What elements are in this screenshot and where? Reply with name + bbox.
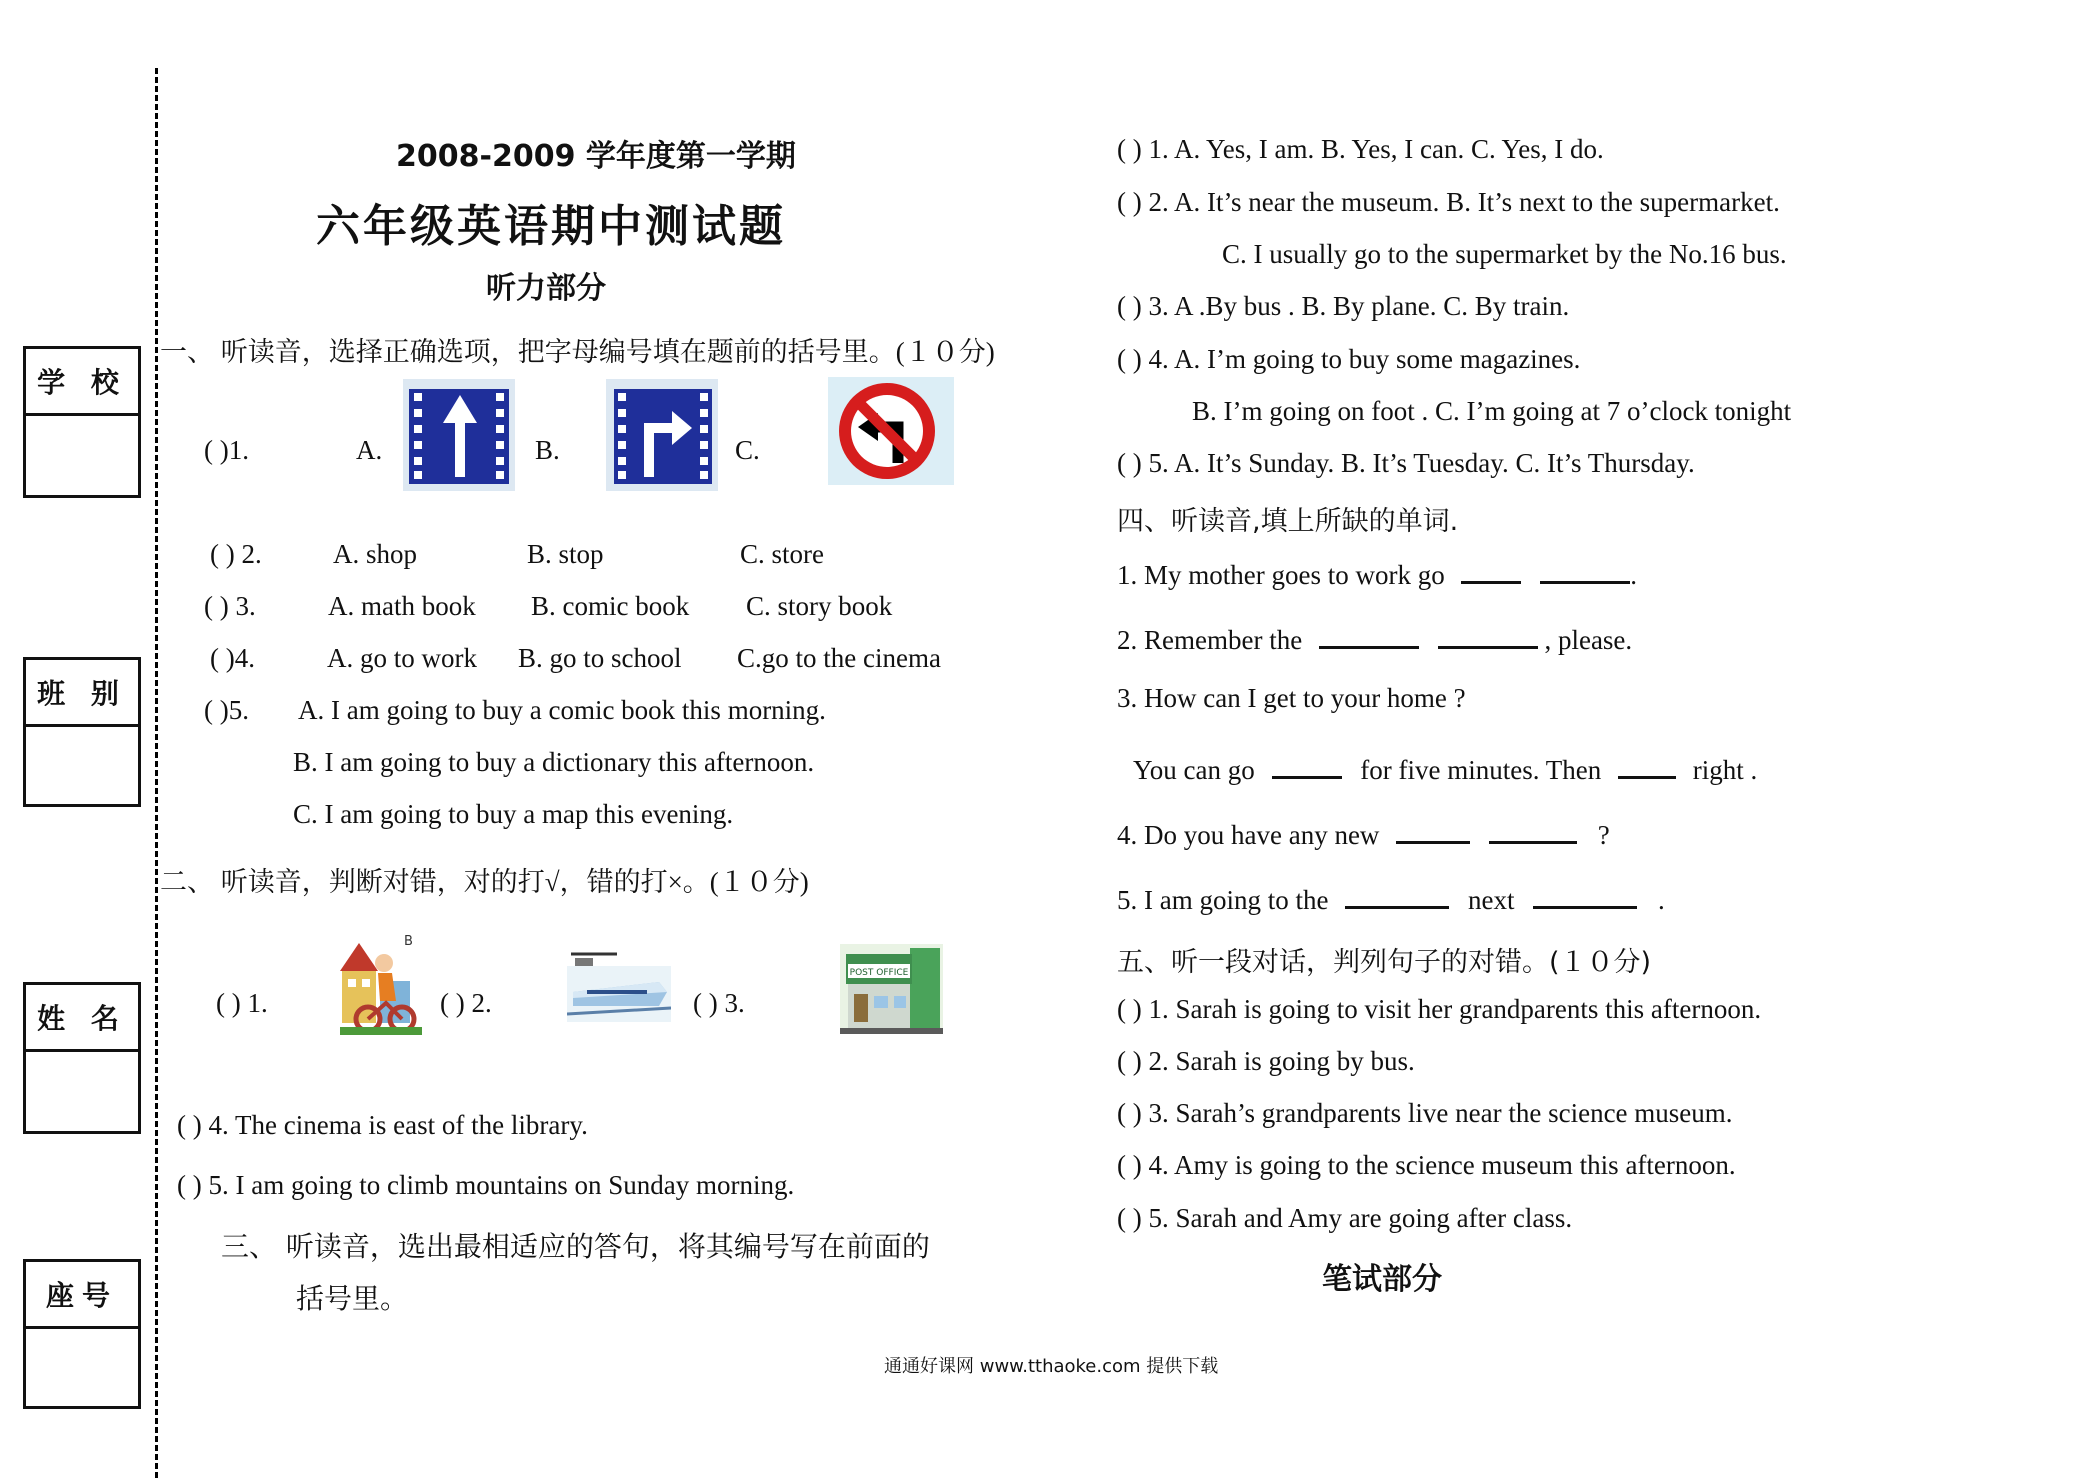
s1-q1-option-c: C. <box>735 435 760 465</box>
s1-q2-option-c: C. store <box>740 539 824 569</box>
s4-item-5-blank-a[interactable] <box>1345 878 1449 909</box>
school-label: 学 校 <box>26 349 138 416</box>
s4-item-3-answer <box>1133 748 1757 786</box>
s4-item-2 <box>1117 618 1632 656</box>
s4-item-3-blank-a[interactable] <box>1272 748 1342 779</box>
seat-label: 座号 <box>26 1262 138 1329</box>
section3-heading-line2: 括号里。 <box>296 1282 409 1315</box>
s3-q5: ( ) 5. A. It’s Sunday. B. It’s Tuesday. C. It’s Thursday. <box>1117 448 1695 478</box>
s4-item-5 <box>1117 878 1665 916</box>
s4-item-3-blank-b[interactable] <box>1618 748 1676 779</box>
s2-pic-item-1: ( ) 1. <box>216 988 268 1018</box>
s4-item-5-end: . <box>1657 885 1665 915</box>
s4-item-3: 3. How can I get to your home ? <box>1117 683 1466 713</box>
class-label: 班 别 <box>26 660 138 727</box>
class-box <box>23 657 141 807</box>
bicycle-boy-icon <box>340 931 422 1035</box>
s4-item-2-blank-a[interactable] <box>1319 618 1419 649</box>
s1-q5-option-c: C. I am going to buy a map this evening. <box>293 799 734 829</box>
turn-right-sign-icon <box>606 379 718 491</box>
s4-item-1-blank-b[interactable] <box>1540 553 1630 584</box>
s2-pic-item-2: ( ) 2. <box>440 988 492 1018</box>
s4-item-4-blank-a[interactable] <box>1396 813 1470 844</box>
section5-heading: 五、听一段对话，判列句子的对错。(１０分) <box>1117 947 1652 978</box>
pic-letter: B <box>404 934 413 949</box>
s3-q4-line1: ( ) 4. A. I’m going to buy some magazines. <box>1117 344 1581 374</box>
s4-item-2-text: 2. Remember the <box>1117 625 1303 655</box>
school-field[interactable] <box>26 416 138 494</box>
s4-item-5-blank-b[interactable] <box>1533 878 1637 909</box>
s4-item-4 <box>1117 813 1610 851</box>
listening-heading: 听力部分 <box>486 271 606 306</box>
s4-item-5-text: 5. I am going to the <box>1117 885 1329 915</box>
school-box <box>23 346 141 498</box>
seat-field[interactable] <box>26 1329 138 1405</box>
s1-q3-number: ( ) 3. <box>204 591 256 621</box>
s5-item-1: ( ) 1. Sarah is going to visit her grandparents this afternoon. <box>1117 994 1762 1024</box>
s4-item-4-end: ? <box>1597 820 1610 850</box>
s4-item-2-blank-b[interactable] <box>1438 618 1538 649</box>
name-label: 姓 名 <box>26 985 138 1052</box>
s1-q5-number: ( )5. <box>204 695 249 725</box>
s1-q5-option-b: B. I am going to buy a dictionary this afternoon. <box>293 747 815 777</box>
s3-q2-line1: ( ) 2. A. It’s near the museum. B. It’s next to the supermarket. <box>1117 187 1780 217</box>
s1-q1-option-a: A. <box>356 435 383 465</box>
seat-box <box>23 1259 141 1409</box>
s1-q4-number: ( )4. <box>210 643 255 673</box>
s3-q1: ( ) 1. A. Yes, I am. B. Yes, I can. C. Yes, I do. <box>1117 134 1604 164</box>
s1-q1-number: ( )1. <box>204 435 249 465</box>
s5-item-2: ( ) 2. Sarah is going by bus. <box>1117 1046 1415 1076</box>
s5-item-3: ( ) 3. Sarah’s grandparents live near the science museum. <box>1117 1098 1733 1128</box>
s4-item-2-end: , please. <box>1544 625 1633 655</box>
s1-q3-option-a: A. math book <box>328 591 476 621</box>
train-icon <box>567 948 671 1022</box>
s4-item-4-text: 4. Do you have any new <box>1117 820 1380 850</box>
s1-q4-option-a: A. go to work <box>327 643 477 673</box>
s1-q4-option-c: C.go to the cinema <box>737 643 941 673</box>
post-office-sign-text: POST OFFICE <box>849 968 909 978</box>
s1-q3-option-c: C. story book <box>746 591 893 621</box>
s2-pic-item-3: ( ) 3. <box>693 988 745 1018</box>
section4-heading: 四、听读音,填上所缺的单词. <box>1117 506 1459 537</box>
s4-item-3b-text3: right . <box>1692 755 1758 785</box>
s4-item-1 <box>1117 553 1637 591</box>
s1-q3-option-b: B. comic book <box>531 591 690 621</box>
s5-item-4: ( ) 4. Amy is going to the science museum this afternoon. <box>1117 1150 1736 1180</box>
s3-q3: ( ) 3. A .By bus . B. By plane. C. By train. <box>1117 291 1570 321</box>
s4-item-3b-text1: You can go <box>1133 755 1255 785</box>
exam-title: 六年级英语期中测试题 <box>316 201 786 252</box>
s1-q2-option-b: B. stop <box>527 539 604 569</box>
s3-q4-line2: B. I’m going on foot . C. I’m going at 7 o’clock tonight <box>1192 396 1792 426</box>
school-year: 2008-2009 学年度第一学期 <box>396 139 796 174</box>
go-straight-sign-icon <box>403 379 515 491</box>
section3-heading-line1: 三、 听读音，选出最相适应的答句，将其编号写在前面的 <box>221 1230 930 1263</box>
s5-item-5: ( ) 5. Sarah and Amy are going after class. <box>1117 1203 1573 1233</box>
s3-q2-line2: C. I usually go to the supermarket by the No.16 bus. <box>1222 239 1787 269</box>
s1-q1-option-b: B. <box>535 435 560 465</box>
s4-item-1-blank-a[interactable] <box>1461 553 1521 584</box>
s4-item-3b-text2: for five minutes. Then <box>1360 755 1602 785</box>
section1-heading: 一、 听读音，选择正确选项，把字母编号填在题前的括号里。(１０分) <box>160 337 995 367</box>
written-part-heading: 笔试部分 <box>1322 1262 1442 1297</box>
section2-heading: 二、 听读音，判断对错，对的打√，错的打×。(１０分) <box>160 867 809 897</box>
s1-q4-option-b: B. go to school <box>518 643 682 673</box>
name-field[interactable] <box>26 1052 138 1130</box>
s4-item-1-end: . <box>1630 560 1637 590</box>
s2-q4: ( ) 4. The cinema is east of the library. <box>177 1110 588 1140</box>
binding-dashed-line <box>155 68 158 1478</box>
post-office-icon <box>840 944 943 1034</box>
s1-q5-option-a: A. I am going to buy a comic book this morning. <box>298 695 826 725</box>
s2-q5: ( ) 5. I am going to climb mountains on Sunday morning. <box>177 1170 795 1200</box>
s1-q2-option-a: A. shop <box>333 539 418 569</box>
no-left-turn-sign-icon <box>828 377 954 485</box>
s4-item-1-text: 1. My mother goes to work go <box>1117 560 1445 590</box>
s1-q2-number: ( ) 2. <box>210 539 262 569</box>
s4-item-4-blank-b[interactable] <box>1489 813 1577 844</box>
class-field[interactable] <box>26 727 138 803</box>
s4-item-5-mid: next <box>1467 885 1515 915</box>
name-box <box>23 982 141 1134</box>
footer-source: 通通好课网 www.tthaoke.com 提供下载 <box>884 1356 1219 1377</box>
